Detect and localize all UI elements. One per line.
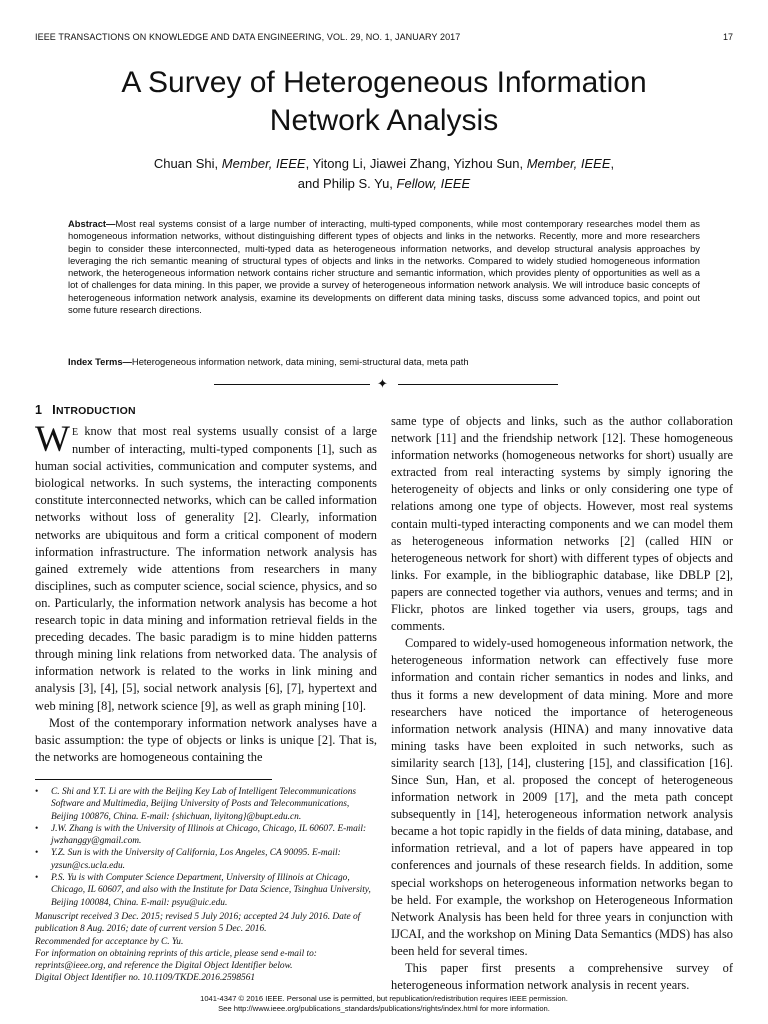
- drop-cap: W: [35, 419, 70, 460]
- footnote-item: [35, 872, 377, 909]
- footnote-bullet: •: [35, 848, 39, 859]
- author-separator: ,: [610, 156, 615, 171]
- footnote-text: Y.Z. Sun is with the University of California, Los Angeles, CA 90095. E-mail: yzsun@cs.ucla.edu.: [51, 848, 341, 871]
- right-paragraph-2: Compared to widely-used homogeneous information network, the heterogeneous information network can effectively fuse more information and contain richer semantics in nodes and links, and thus it forms a new development of data mining. More and more researchers have noticed the importance of heterogeneous information network analysis (HINA) and many innovative data mining tasks have been exploited in such networks, such as similarity search [13], [14], clustering [15], and classification [16]. Since Sun, Han, et al. proposed the concept of heterogeneous information network in 2009 [17], and the meta path concept subsequently in [14], heterogeneous information network analysis became a hot topic rapidly in the fields of data mining, database, and information retrieval, and a lot of papers have appeared in top conferences and journals of these research fields. In addition, some special workshops on heterogeneous information networks began to be held. For example, the workshop on Heterogeneous Information Network Analysis has been held for three years in conjunction with IJCAI, and the workshop on Mining Data Semantics (MDS) has also been held for several times.: [391, 636, 733, 958]
- recommended-by: Recommended for acceptance by C. Yu.: [35, 936, 184, 947]
- author-last-role: Fellow, IEEE: [396, 176, 471, 191]
- footnote-text: J.W. Zhang is with the University of Illinois at Chicago, Chicago, IL 60607. E-mail: jwzhanggy@gmail.com.: [51, 823, 367, 847]
- footnote-text: P.S. Yu is with Computer Science Department, University of Illinois at Chicago, Chicago, IL 60607, and also with the Institute for Data Science, Tsinghua University, Beijing 100084, China. E-mail: psyu@uic.edu.: [51, 873, 371, 908]
- first-word-smallcaps: E: [71, 427, 79, 438]
- author-1: Chuan Shi,: [153, 156, 222, 171]
- intro-paragraph-1-text: know that most real systems usually consist of a large number of interacting, multi-typed components [1], such as human social activities, communication and computer systems, and biological networks. In such systems, the interacting components constitute interconnected networks, which can be called information networks without loss of generality [2]. Clearly, information networks are ubiquitous and form a critical component of modern information infrastructure. The information network analysis has gained extremely wide attentions from researchers in many disciplines, such as computer science, social science, physics, and so on. Particularly, the information network analysis has become a hot research topic in data mining and information retrieval fields in the preceding decades. The basic paradigm is to mine hidden patterns through mining link relations from networked data. The analysis of information network is related to the works in link mining and analysis [3], [4], [5], social network analysis [6], [7], hypertext and web mining [8], network science [9], as well as graph mining [10].: [35, 424, 377, 713]
- author-list: [60, 154, 708, 194]
- section-title-rest: NTRODUCTION: [55, 405, 136, 417]
- abstract-text: Most real systems consist of a large number of interacting, multi-typed components, while most contemporary researches model them as homogeneous information networks, without distinguishing different types of objects and links in the networks. Recently, more and more researchers begin to consider these interconnected, multi-typed data as heterogeneous information networks, and develop structural analysis approaches by leveraging the rich semantic meaning of structural types of objects and links in the networks. Compared to widely studied homogeneous information network, the heterogeneous information network contains richer structure and semantic information, which provides plenty of opportunities as well as a lot of challenges for data mining. In this paper, we provide a survey of heterogeneous information network analysis. We will introduce basic concepts of heterogeneous information network analysis, examine its developments on different data mining tasks, discuss some advanced topics, and point out some future research directions.: [68, 218, 700, 316]
- paper-title: [0, 64, 768, 140]
- divider-line-right: [398, 384, 558, 385]
- footnote-bullet: •: [35, 873, 39, 884]
- footnote-bullet: •: [35, 787, 39, 797]
- copyright-line-2: See http://www.ieee.org/publications_standards/publications/rights/index.html for more information.: [218, 1004, 550, 1013]
- footnote-item: [35, 847, 377, 872]
- author-1-role: Member, IEEE: [221, 156, 306, 171]
- doi: Digital Object Identifier no. 10.1109/TKDE.2016.2598561: [35, 973, 256, 984]
- manuscript-dates: Manuscript received 3 Dec. 2015; revised 5 July 2016; accepted 24 July 2016. Date of publication 8 Aug. 2016; date of current version 5 Dec. 2016.: [35, 911, 361, 935]
- intro-paragraph-1: [35, 419, 377, 715]
- author-last: and Philip S. Yu,: [297, 176, 397, 191]
- section-number: 1: [35, 403, 43, 417]
- footnote-item: [35, 786, 377, 823]
- index-terms: [68, 356, 700, 368]
- section-title-initial: I: [52, 402, 56, 417]
- divider-ornament: ✦: [377, 376, 388, 391]
- footnotes: [35, 786, 377, 985]
- manuscript-info: [35, 911, 377, 985]
- authors-middle: , Yitong Li, Jiawei Zhang, Yizhou Sun,: [305, 156, 527, 171]
- footnote-item: [35, 823, 377, 848]
- footnote-bullet: •: [35, 823, 39, 834]
- left-column: [35, 419, 377, 766]
- index-terms-text: Heterogeneous information network, data mining, semi-structural data, meta path: [131, 356, 469, 367]
- intro-paragraph-2: Most of the contemporary information network analyses have a basic assumption: the type of objects or links is unique [2]. That is, the networks are homogeneous containing the: [35, 715, 377, 764]
- index-terms-label: Index Terms—: [68, 356, 132, 367]
- footnote-rule: [35, 779, 272, 780]
- right-paragraph-1: same type of objects and links, such as the author collaboration network [11] and the friendship network [12]. These homogeneous information networks (homogeneous networks for short) usually are extracted from real interacting systems by simply ignoring the heterogeneity of objects and links or only considering one type of relations among one type of objects. However, most real systems contain multi-typed interacting components and we can model them as heterogeneous information networks [2] (called HIN or heterogeneous network for short) with different types of objects and links. For example, in the bibliographic database, like DBLP [2], papers are connected together via authors, venues and terms; and in Flickr, photos are linked together via users, groups, tags and comments.: [391, 414, 733, 634]
- copyright-line-1: 1041-4347 © 2016 IEEE. Personal use is permitted, but republication/redistribution requires IEEE permission.: [200, 994, 568, 1003]
- right-paragraph-3: This paper first presents a comprehensive survey of heterogeneous information network analysis in recent years.: [391, 961, 733, 993]
- right-column: [391, 413, 733, 994]
- abstract: [68, 218, 700, 316]
- footnote-text: C. Shi and Y.T. Li are with the Beijing Key Lab of Intelligent Telecommunications Software and Multimedia, Beijing University of Posts and Telecommunications, Beijing 100876, China. E-mail: {shichuan, liyitong}@bupt.edu.cn.: [51, 787, 357, 822]
- divider-line-left: [214, 384, 370, 385]
- paper-title-text: A Survey of Heterogeneous Information Network Analysis: [121, 66, 647, 137]
- running-header: IEEE TRANSACTIONS ON KNOWLEDGE AND DATA ENGINEERING, VOL. 29, NO. 1, JANUARY 2017: [35, 32, 461, 42]
- section-heading: [35, 402, 136, 417]
- author-5-role: Member, IEEE: [526, 156, 611, 171]
- abstract-label: Abstract—: [68, 218, 116, 229]
- page-number: 17: [722, 32, 733, 42]
- copyright-notice: [0, 994, 768, 1014]
- reprint-info: For information on obtaining reprints of this article, please send e-mail to: reprints@ieee.org, and reference the Digital Object Identifier below.: [35, 948, 317, 972]
